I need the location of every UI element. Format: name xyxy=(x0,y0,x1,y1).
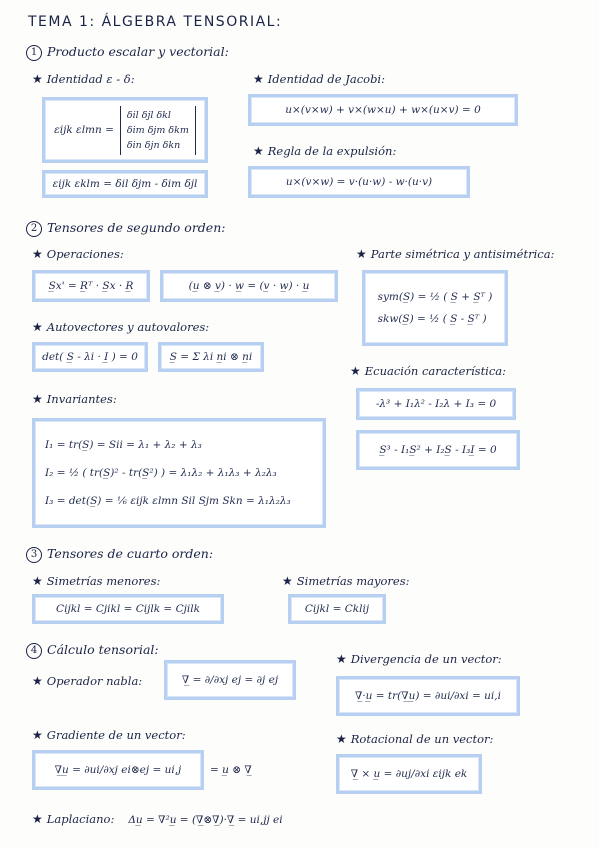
car1-box: -λ³ + I₁λ² - I₂λ + I₃ = 0 xyxy=(356,388,516,420)
autovec-label: ★ Autovectores y autovalores: xyxy=(32,320,210,334)
star-icon: ★ xyxy=(32,812,43,826)
contraction-box: εijk εklm = δil δjm - δim δjl xyxy=(42,170,208,198)
star-icon: ★ xyxy=(336,732,347,746)
invariant-1: I₁ = tr(S̲) = Sii = λ₁ + λ₂ + λ₃ xyxy=(45,439,202,451)
star-icon: ★ xyxy=(32,574,43,588)
sym-skw-box xyxy=(362,270,508,346)
jacobi-label: ★ Identidad de Jacobi: xyxy=(253,72,385,86)
page-title: TEMA 1: ÁLGEBRA TENSORIAL: xyxy=(28,14,283,30)
sym-formula: sym(S̲) = ½ ( S̲ + S̲ᵀ ) xyxy=(377,291,493,303)
star-icon: ★ xyxy=(32,247,43,261)
car-label: ★ Ecuación característica: xyxy=(350,364,507,378)
identidad-label: ★ Identidad ε - δ: xyxy=(32,72,135,86)
matrix-row: δim δjm δkm xyxy=(126,124,189,136)
section-number: 4 xyxy=(26,643,42,659)
section-4-heading xyxy=(26,642,159,659)
invariant-3: I₃ = det(S̲) = ⅙ εijk εlmn Sil Sjm Skn = λ₁λ₂λ₃ xyxy=(45,495,291,507)
section-number: 3 xyxy=(26,547,42,563)
invariants-box xyxy=(32,418,326,528)
star-icon: ★ xyxy=(350,364,361,378)
section-label: Tensores de segundo orden: xyxy=(47,220,226,235)
spectral-box: S̲ = Σ λi n̲i ⊗ n̲i xyxy=(158,342,264,372)
section-label: Tensores de cuarto orden: xyxy=(47,546,214,561)
invariant-2: I₂ = ½ ( tr(S̲)² - tr(S̲²) ) = λ₁λ₂ + λ₁λ₃ + λ₂λ₃ xyxy=(45,467,277,479)
op2-box: (u̲ ⊗ v̲) · w̲ = (v̲ · w̲) · u̲ xyxy=(160,270,338,302)
star-icon: ★ xyxy=(356,247,367,261)
inv-label: ★ Invariantes: xyxy=(32,392,117,406)
section-number: 2 xyxy=(26,221,42,237)
det-box: det( S̲ - λi · I̲ ) = 0 xyxy=(32,342,148,372)
nabla-label: ★ Operador nabla: xyxy=(32,674,143,688)
star-icon: ★ xyxy=(32,72,43,86)
rot-box: ∇̲ × u̲ = ∂uj/∂xi εijk ek xyxy=(336,754,482,794)
star-icon: ★ xyxy=(336,652,347,666)
matrix-lhs: εijk εlmn = xyxy=(54,124,114,136)
star-icon: ★ xyxy=(253,144,264,158)
section-number: 1 xyxy=(26,45,42,61)
expulsion-label: ★ Regla de la expulsión: xyxy=(253,144,397,158)
lap-label: Laplaciano: xyxy=(46,812,115,826)
div-box: ∇̲·u̲ = tr(∇̲u̲) = ∂ui/∂xi = ui,i xyxy=(336,676,520,716)
mayores-label: ★ Simetrías mayores: xyxy=(282,574,410,588)
star-icon: ★ xyxy=(32,674,43,688)
section-2-heading xyxy=(26,220,225,237)
mayores-box: Cijkl = Cklij xyxy=(288,594,386,624)
grad-label: ★ Gradiente de un vector: xyxy=(32,728,186,742)
star-icon: ★ xyxy=(253,72,264,86)
star-icon: ★ xyxy=(282,574,293,588)
section-label: Producto escalar y vectorial: xyxy=(47,44,229,59)
car2-box: S̲³ - I₁S̲² + I₂S̲ - I₃I̲ = 0 xyxy=(356,430,520,470)
matrix-row: δil δjl δkl xyxy=(126,109,171,121)
menores-label: ★ Simetrías menores: xyxy=(32,574,161,588)
lap-row xyxy=(32,812,283,826)
op1-box: S̲x' = R̲ᵀ · S̲x · R̲ xyxy=(32,270,150,302)
nabla-box: ∇̲ = ∂/∂xj ej = ∂j ej xyxy=(164,660,296,700)
menores-box: Cijkl = Cjikl = Cijlk = Cjilk xyxy=(32,594,224,624)
star-icon: ★ xyxy=(32,392,43,406)
expulsion-box: u×(v×w) = v·(u·w) - w·(u·v) xyxy=(248,166,470,198)
section-1-heading xyxy=(26,44,229,61)
section-3-heading xyxy=(26,546,213,563)
jacobi-box: u×(v×w) + v×(w×u) + w×(u×v) = 0 xyxy=(248,94,518,126)
matrix-row: δin δjn δkn xyxy=(126,139,181,151)
star-icon: ★ xyxy=(32,728,43,742)
star-icon: ★ xyxy=(32,320,43,334)
operaciones-label: ★ Operaciones: xyxy=(32,247,124,261)
section-label: Cálculo tensorial: xyxy=(47,642,159,657)
matrix-identity-box xyxy=(42,97,208,163)
matrix xyxy=(120,106,196,155)
div-label: ★ Divergencia de un vector: xyxy=(336,652,502,666)
skw-formula: skw(S̲) = ½ ( S̲ - S̲ᵀ ) xyxy=(377,313,487,325)
lap-formula: Δu̲ = ∇²u̲ = (∇̲⊗∇̲)·∇̲ = ui,jj ei xyxy=(128,814,283,826)
grad-tail: = u̲ ⊗ ∇̲ xyxy=(210,764,252,776)
parte-label: ★ Parte simétrica y antisimétrica: xyxy=(356,247,555,261)
grad-box: ∇̲u̲ = ∂ui/∂xj ei⊗ej = ui,j xyxy=(32,750,204,790)
rot-label: ★ Rotacional de un vector: xyxy=(336,732,494,746)
